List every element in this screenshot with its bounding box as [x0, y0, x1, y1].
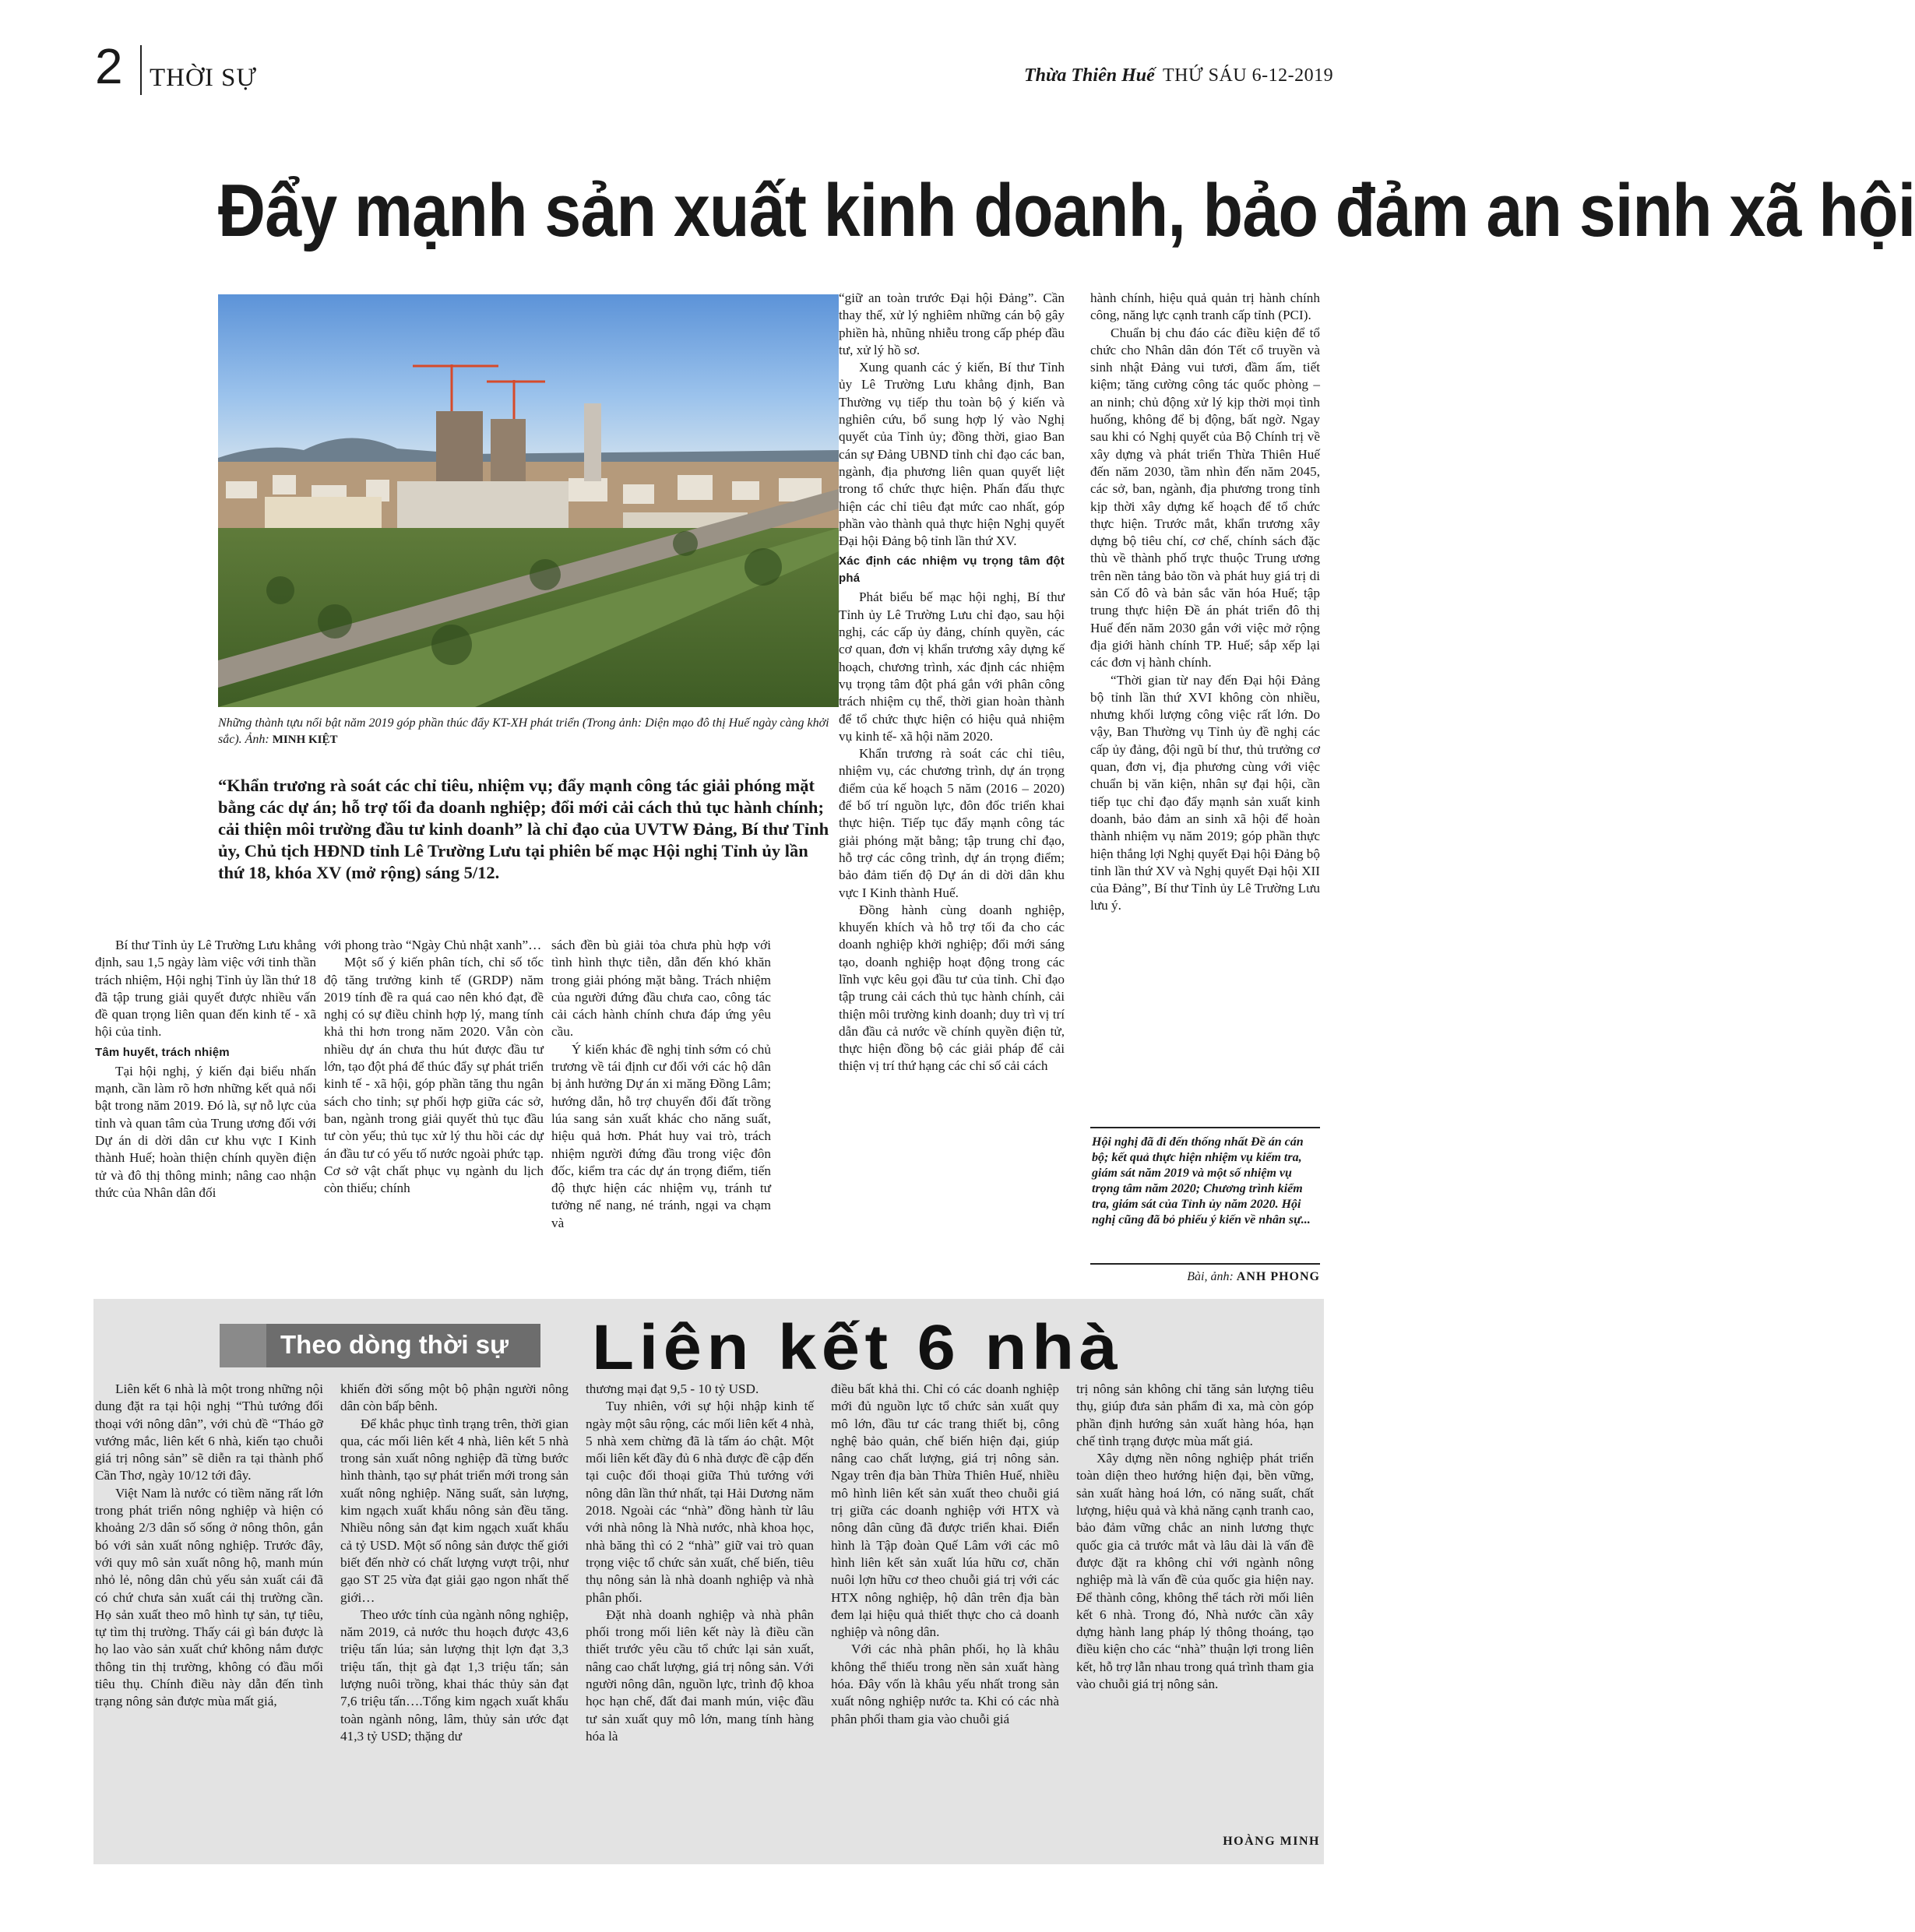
- section-name: THỜI SỰ: [150, 64, 258, 92]
- paragraph: Để khắc phục tình trạng trên, thời gian qua, các mối liên kết 4 nhà, liên kết 5 nhà trong sản xuất nông nghiệp đã từng bước hình thành, tạo sự phát triển mới trong sản xuất nông nghiệp. Năng suất, sản lượng, kim ngạch xuất khẩu nông sản đều tăng. Nhiều nông sản đạt kim ngạch xuất khẩu cả tỷ USD. Một số nông sản được thế giới biết đến nhờ có chất lượng vượt trội, như gạo ST 25 vừa đạt giải gạo ngon nhất thế giới…: [340, 1416, 569, 1605]
- article1-column-4: [839, 290, 1065, 1075]
- paragraph: Chuẩn bị chu đáo các điều kiện để tổ chức cho Nhân dân đón Tết cổ truyền và sinh nhật Đảng vui tươi, đầm ấm, tiết kiệm; tăng cường công tác quốc phòng – an ninh; chủ động xử lý kịp thời mọi tình huống, không để bị động, bất ngờ. Ngay sau khi có Nghị quyết của Bộ Chính trị về xây dựng và phát triển Thừa Thiên Huế đến năm 2030, tầm nhìn đến năm 2045, các sở, ban, ngành, địa phương trong tỉnh kịp thời xây dựng kế hoạch để tổ chức thực hiện. Trước mắt, khẩn trương xây dựng bộ tiêu chí, cơ chế, chính sách đặc thù về thành phố trực thuộc Trung ương trên nền tảng bảo tồn và phát huy giá trị di sản Cố đô và bản sắc văn hóa Huế; tập trung thực hiện Đề án phát triển đô thị Huế đến năm 2030 gắn với việc mở rộng địa giới hành chính TP. Huế; sắp xếp lại các đơn vị hành chính.: [1090, 325, 1320, 670]
- paragraph: “giữ an toàn trước Đại hội Đảng”. Cần thay thế, xử lý nghiêm những cán bộ gây phiền hà, nhũng nhiễu trong cấp phép đầu tư, xử lý hồ sơ.: [839, 290, 1065, 357]
- article1-column-3: [551, 937, 771, 1232]
- article1-column-1: [95, 937, 316, 1202]
- paragraph: với phong trào “Ngày Chủ nhật xanh”…: [324, 938, 542, 952]
- paragraph: thương mại đạt 9,5 - 10 tỷ USD.: [586, 1381, 759, 1396]
- paragraph: Đồng hành cùng doanh nghiệp, khuyến khích và hỗ trợ tối đa cho các doanh nghiệp khởi nghiệp; đổi mới sáng tạo, doanh nghiệp hoạt động trong các lĩnh vực kêu gọi đầu tư của tỉnh. Chỉ đạo tập trung cải cách thủ tục hành chính, cải thiện môi trường kinh doanh; duy trì vị trí dẫn đầu cả nước về chính quyền điện tử, thực hiện đồng bộ các giải pháp để cải thiện vị trí thứ hạng các chỉ số cải cách: [839, 902, 1065, 1074]
- paragraph: Xung quanh các ý kiến, Bí thư Tỉnh ủy Lê Trường Lưu khẳng định, Ban Thường vụ tiếp thu toàn bộ ý kiến và nghiên cứu, bổ sung hợp lý vào Nghị quyết của Tỉnh ủy; đồng thời, giao Ban cán sự Đảng UBND tỉnh chỉ đạo các ban, ngành, địa phương liên quan quyết liệt trong tổ chức thực hiện. Phấn đấu thực hiện các chỉ tiêu đạt mức cao nhất, góp phần vào thành quả thực hiện Nghị quyết Đại hội Đảng bộ tỉnh lần thứ XV.: [839, 360, 1065, 549]
- column-label-text: Theo dòng thời sự: [280, 1330, 509, 1359]
- article-headline: Đẩy mạnh sản xuất kinh doanh, bảo đảm an sinh xã hội: [218, 169, 1915, 252]
- subheading-tam-huyet: Tâm huyết, trách nhiệm: [95, 1045, 230, 1059]
- paragraph: Bí thư Tỉnh ủy Lê Trường Lưu khẳng định, sau 1,5 ngày làm việc với tinh thần trách nhiệm, Hội nghị Tỉnh ủy lần thứ 18 đã tập trung giải quyết được nhiều vấn đề quan trọng liên quan đến kinh tế - xã hội của tỉnh.: [95, 938, 316, 1040]
- article2-column-4: [831, 1381, 1059, 1728]
- paragraph: Một số ý kiến phân tích, chỉ số tốc độ tăng trưởng kinh tế (GRDP) năm 2019 tính đề ra quá cao nên khó đạt, đề nghị có sự điều chỉnh hợp lý, mang tính khả thi hơn trong năm 2020. Vẫn còn nhiều dự án chưa thu hút được đầu tư lớn, tạo đột phá để thúc đẩy sự phát triển kinh tế - xã hội, góp phần tăng thu ngân sách cho tỉnh; sự phối hợp giữa các sở, ban, ngành trong giải quyết thủ tục đầu tư còn yếu; thủ tục xử lý thu hồi các dự án đầu tư có yếu tố nước ngoài phức tạp. Cơ sở vật chất phục vụ ngành du lịch còn thiếu; chính: [324, 955, 544, 1196]
- article2-byline: HOÀNG MINH: [1223, 1835, 1320, 1848]
- photo-caption: [218, 715, 837, 748]
- page-number: 2: [95, 38, 123, 94]
- article2-title: Liên kết 6 nhà: [592, 1312, 1123, 1383]
- photo-author: MINH KIỆT: [272, 734, 338, 746]
- paragraph: Phát biểu bế mạc hội nghị, Bí thư Tỉnh ủy Lê Trường Lưu chỉ đạo, sau hội nghị, các cấp ủy đảng, chính quyền, các cơ quan, đơn vị khẩn trương xây dựng kế hoạch, chương trình, xác định các nhiệm vụ trọng tâm đột phá gắn với phân công trách nhiệm cụ thể, thời gian hoàn thành để tổ chức thực hiện có hiệu quả nhiệm vụ kinh tế- xã hội năm 2020.: [839, 589, 1065, 744]
- paragraph: trị nông sản không chỉ tăng sản lượng tiêu thụ, giúp đưa sản phẩm đi xa, mà còn góp phần định hướng sản xuất hàng hóa, hạn chế tình trạng được mùa mất giá.: [1076, 1381, 1314, 1448]
- box-rule-bottom: [1090, 1263, 1320, 1265]
- paragraph: Đặt nhà doanh nghiệp và nhà phân phối trong mối liên kết này là điều cần thiết trước yêu cầu tổ chức lại sản xuất, nâng cao chất lượng, giá trị nông sản. Với người nông dân, nguồn lực, trình độ khoa học hạn chế, đất đai manh mún, việc đầu tư sản xuất quy mô lớn, mang tính hàng hóa là: [586, 1606, 814, 1744]
- box-rule-top: [1090, 1127, 1320, 1128]
- article1-column-5: [1090, 290, 1320, 915]
- paragraph: Tuy nhiên, với sự hội nhập kinh tế ngày một sâu rộng, các mối liên kết 4 nhà, 5 nhà xem chừng đã là tấm áo chật. Một mối liên kết đầy đủ 6 nhà được đề cập đến tại cuộc đối thoại giữa Thủ tướng với nông dân lần thứ nhất, tại Hải Dương năm 2018. Ngoài các “nhà” đồng hành từ lâu với nhà nông là Nhà nước, nhà khoa học, nhà băng thì có 2 “nhà” giữ vai trò quan trọng việc tổ chức sản xuất, chế biến, tiêu thụ nông sản là nhà doanh nghiệp và nhà phân phối.: [586, 1399, 814, 1605]
- article-lead: “Khẩn trương rà soát các chỉ tiêu, nhiệm vụ; đẩy mạnh công tác giải phóng mặt bằng các dự án; hỗ trợ tối đa doanh nghiệp; đổi mới cải cách thủ tục hành chính; cải thiện môi trường đầu tư kinh doanh” là chỉ đạo của UVTW Đảng, Bí thư Tỉnh ủy, Chủ tịch HĐND tỉnh Lê Trường Lưu tại phiên bế mạc Hội nghị Tỉnh ủy lần thứ 18, khóa XV (mở rộng) sáng 5/12.: [218, 776, 829, 882]
- paragraph: Theo ước tính của ngành nông nghiệp, năm 2019, cả nước thu hoạch được 43,6 triệu tấn lúa; sản lượng thịt lợn đạt 3,3 triệu tấn, thịt gà đạt 1,3 triệu tấn; sản lượng nuôi trồng, khai thác thủy sản đạt 7,6 triệu tấn….Tổng kim ngạch xuất khẩu toàn ngành nông, lâm, thủy sản ước đạt 41,3 tỷ USD; thặng dư: [340, 1606, 569, 1744]
- article2-column-1: [95, 1381, 323, 1711]
- city-aerial-photo: [218, 294, 839, 707]
- photo-caption-text: Những thành tựu nổi bật năm 2019 góp phần thúc đẩy KT-XH phát triển (Trong ảnh: Diện mạo đô thị Huế ngày càng khởi sắc). Ảnh:: [218, 716, 829, 746]
- paragraph: khiến đời sống một bộ phận người nông dân còn bấp bênh.: [340, 1381, 569, 1414]
- article-photo: [218, 294, 839, 707]
- article2-column-3: [586, 1381, 814, 1745]
- byline-author: ANH PHONG: [1236, 1270, 1320, 1283]
- column-label: [220, 1324, 540, 1367]
- paragraph: Xây dựng nền nông nghiệp phát triển toàn diện theo hướng hiện đại, bền vững, sản xuất hàng hoá lớn, có năng suất, chất lượng, hiệu quả và khả năng cạnh tranh cao, bảo đảm vững chắc an ninh lương thực quốc gia cả trước mắt và lâu dài là vấn đề được đặt ra không chỉ với ngành nông nghiệp mà là vấn đề của quốc gia hiện nay. Để thành công, không thể tách rời mối liên kết 6 nhà. Trong đó, Nhà nước cần xây dựng hành lang pháp lý thông thoáng, tạo điều kiện cho các “nhà” thuận lợi trong liên kết, hỗ trợ lẫn nhau trong quá trình tham gia vào chuỗi giá trị nông sản.: [1076, 1451, 1314, 1692]
- issue-date: THỨ SÁU 6-12-2019: [1163, 65, 1334, 86]
- summary-box-text: Hội nghị đã đi đến thống nhất Đề án cán bộ; kết quả thực hiện nhiệm vụ kiểm tra, giám sát năm 2019 và một số nhiệm vụ trọng tâm năm 2020; Chương trình kiểm tra, giám sát của Tỉnh ủy năm 2020. Hội nghị cũng đã bỏ phiếu ý kiến về nhân sự...: [1092, 1135, 1311, 1226]
- paragraph: Việt Nam là nước có tiềm năng rất lớn trong phát triển nông nghiệp và hiện có khoảng 2/3 dân số sống ở nông thôn, gắn bó với sản xuất nông nghiệp. Trước đây, với quy mô sản xuất nông hộ, manh mún nhỏ lẻ, nông dân chủ yếu sản xuất cái đã có chứ chưa sản xuất cái thị trường cần. Họ sản xuất theo mô hình tự sản, tự tiêu, tự tìm thị trường. Thấy cái gì bán được là họ lao vào sản xuất chứ không nắm được thông tin thị trường, không có đầu mối tiêu thụ. Chính điều này dẫn đến tình trạng nông sản được mùa mất giá,: [95, 1485, 323, 1709]
- header-separator: [140, 45, 142, 95]
- paragraph: điều bất khả thi. Chỉ có các doanh nghiệp mới đủ nguồn lực tổ chức sản xuất quy mô lớn, đầu tư các trang thiết bị, công nghệ bảo quản, chế biến hiện đại, giúp nâng cao chất lượng, giá trị nông sản. Ngay trên địa bàn Thừa Thiên Huế, nhiều mô hình liên kết sản xuất theo chuỗi giá trị giữa các doanh nghiệp với HTX và nông dân cũng đã được triển khai. Điển hình là Tập đoàn Quế Lâm với các mô hình liên kết sản xuất lúa hữu cơ, chăn nuôi lợn hữu cơ theo chuỗi giá trị với các HTX nông nghiệp, hộ dân trên địa bàn đem lại hiệu quả thiết thực cho cả doanh nghiệp và nông dân.: [831, 1381, 1059, 1640]
- paragraph: Khẩn trương rà soát các chỉ tiêu, nhiệm vụ, các chương trình, dự án trọng điểm của kế hoạch 5 năm (2016 – 2020) để bố trí nguồn lực, đôn đốc triển khai thực hiện. Tiếp tục đẩy mạnh công tác giải phóng mặt bằng; tập trung chỉ đạo, hỗ trợ các công trình, dự án trọng điểm; bảo đảm tiến độ Dự án di dời dân khu vực I Kinh thành Huế.: [839, 746, 1065, 900]
- paragraph: Tại hội nghị, ý kiến đại biểu nhấn mạnh, cần làm rõ hơn những kết quả nổi bật trong năm 2019. Đó là, sự nỗ lực của tỉnh và quan tâm của Trung ương đối với Dự án di dời dân cư khu vực I Kinh thành Huế; hoàn thiện chính quyền điện tử và đô thị thông minh; nâng cao nhận thức của Nhân dân đối: [95, 1063, 316, 1200]
- paragraph: Với các nhà phân phối, họ là khâu không thể thiếu trong nền sản xuất hàng hóa. Đây vốn là khâu yếu nhất trong sản xuất nông nghiệp nước ta. Khi có các nhà phân phối tham gia vào chuỗi giá: [831, 1642, 1059, 1726]
- paragraph: sách đền bù giải tỏa chưa phù hợp với tình hình thực tiễn, dẫn đến khó khăn trong giải phóng mặt bằng. Trách nhiệm của người đứng đầu chưa cao, công tác cải cách hành chính chưa đáp ứng yêu cầu.: [551, 938, 771, 1040]
- article2-column-5: [1076, 1381, 1314, 1693]
- paragraph: Liên kết 6 nhà là một trong những nội dung đặt ra tại hội nghị “Thủ tướng đối thoại với nông dân”, với chủ đề “Tháo gỡ vướng mắc, liên kết 6 nhà, kiến tạo chuỗi giá trị nông sản” sẽ diễn ra tại thành phố Cần Thơ, ngày 10/12 tới đây.: [95, 1381, 323, 1483]
- byline-prefix: Bài, ảnh:: [1187, 1270, 1234, 1283]
- publication-name: Thừa Thiên Huế: [1024, 65, 1155, 86]
- article1-byline: [1090, 1270, 1320, 1284]
- label-strip: [220, 1324, 266, 1367]
- paragraph: “Thời gian từ nay đến Đại hội Đảng bộ tỉnh lần thứ XVI không còn nhiều, nhưng khối lượng công việc rất lớn. Do vậy, Ban Thường vụ Tỉnh ủy đề nghị các cấp ủy đảng, đội ngũ bí thư, thủ trưởng cơ quan, đơn vị, địa phương cùng với việc chuẩn bị văn kiện, nhân sự đại hội, cần tiếp tục chỉ đạo đẩy mạnh sản xuất kinh doanh, bảo đảm an sinh xã hội để hoàn thành nhiệm vụ năm 2019; góp phần thực hiện thắng lợi Nghị quyết Đại hội Đảng bộ tỉnh lần thứ XV và Nghị quyết Đại hội XII của Đảng”, Bí thư Tỉnh ủy Lê Trường Lưu lưu ý.: [1090, 672, 1320, 913]
- subheading-nhiem-vu: Xác định các nhiệm vụ trọng tâm đột phá: [839, 554, 1065, 586]
- article2-column-2: [340, 1381, 569, 1745]
- paragraph: hành chính, hiệu quả quản trị hành chính công, năng lực cạnh tranh cấp tỉnh (PCI).: [1090, 290, 1320, 323]
- paragraph: Ý kiến khác đề nghị tỉnh sớm có chủ trương về tái định cư đối với các hộ dân bị ảnh hưởng Dự án xi măng Đồng Lâm; hướng dẫn, hỗ trợ chuyển đổi đất trồng lúa sang sản xuất khác cho năng suất, hiệu quả hơn. Phát huy vai trò, trách nhiệm người đứng đầu trong việc đôn đốc, kiểm tra các dự án trọng điểm, tiến độ thực hiện các nhiệm vụ, tránh tư tưởng nể nang, né tránh, ngại va chạm và: [551, 1041, 771, 1230]
- article1-column-2: [324, 937, 544, 1197]
